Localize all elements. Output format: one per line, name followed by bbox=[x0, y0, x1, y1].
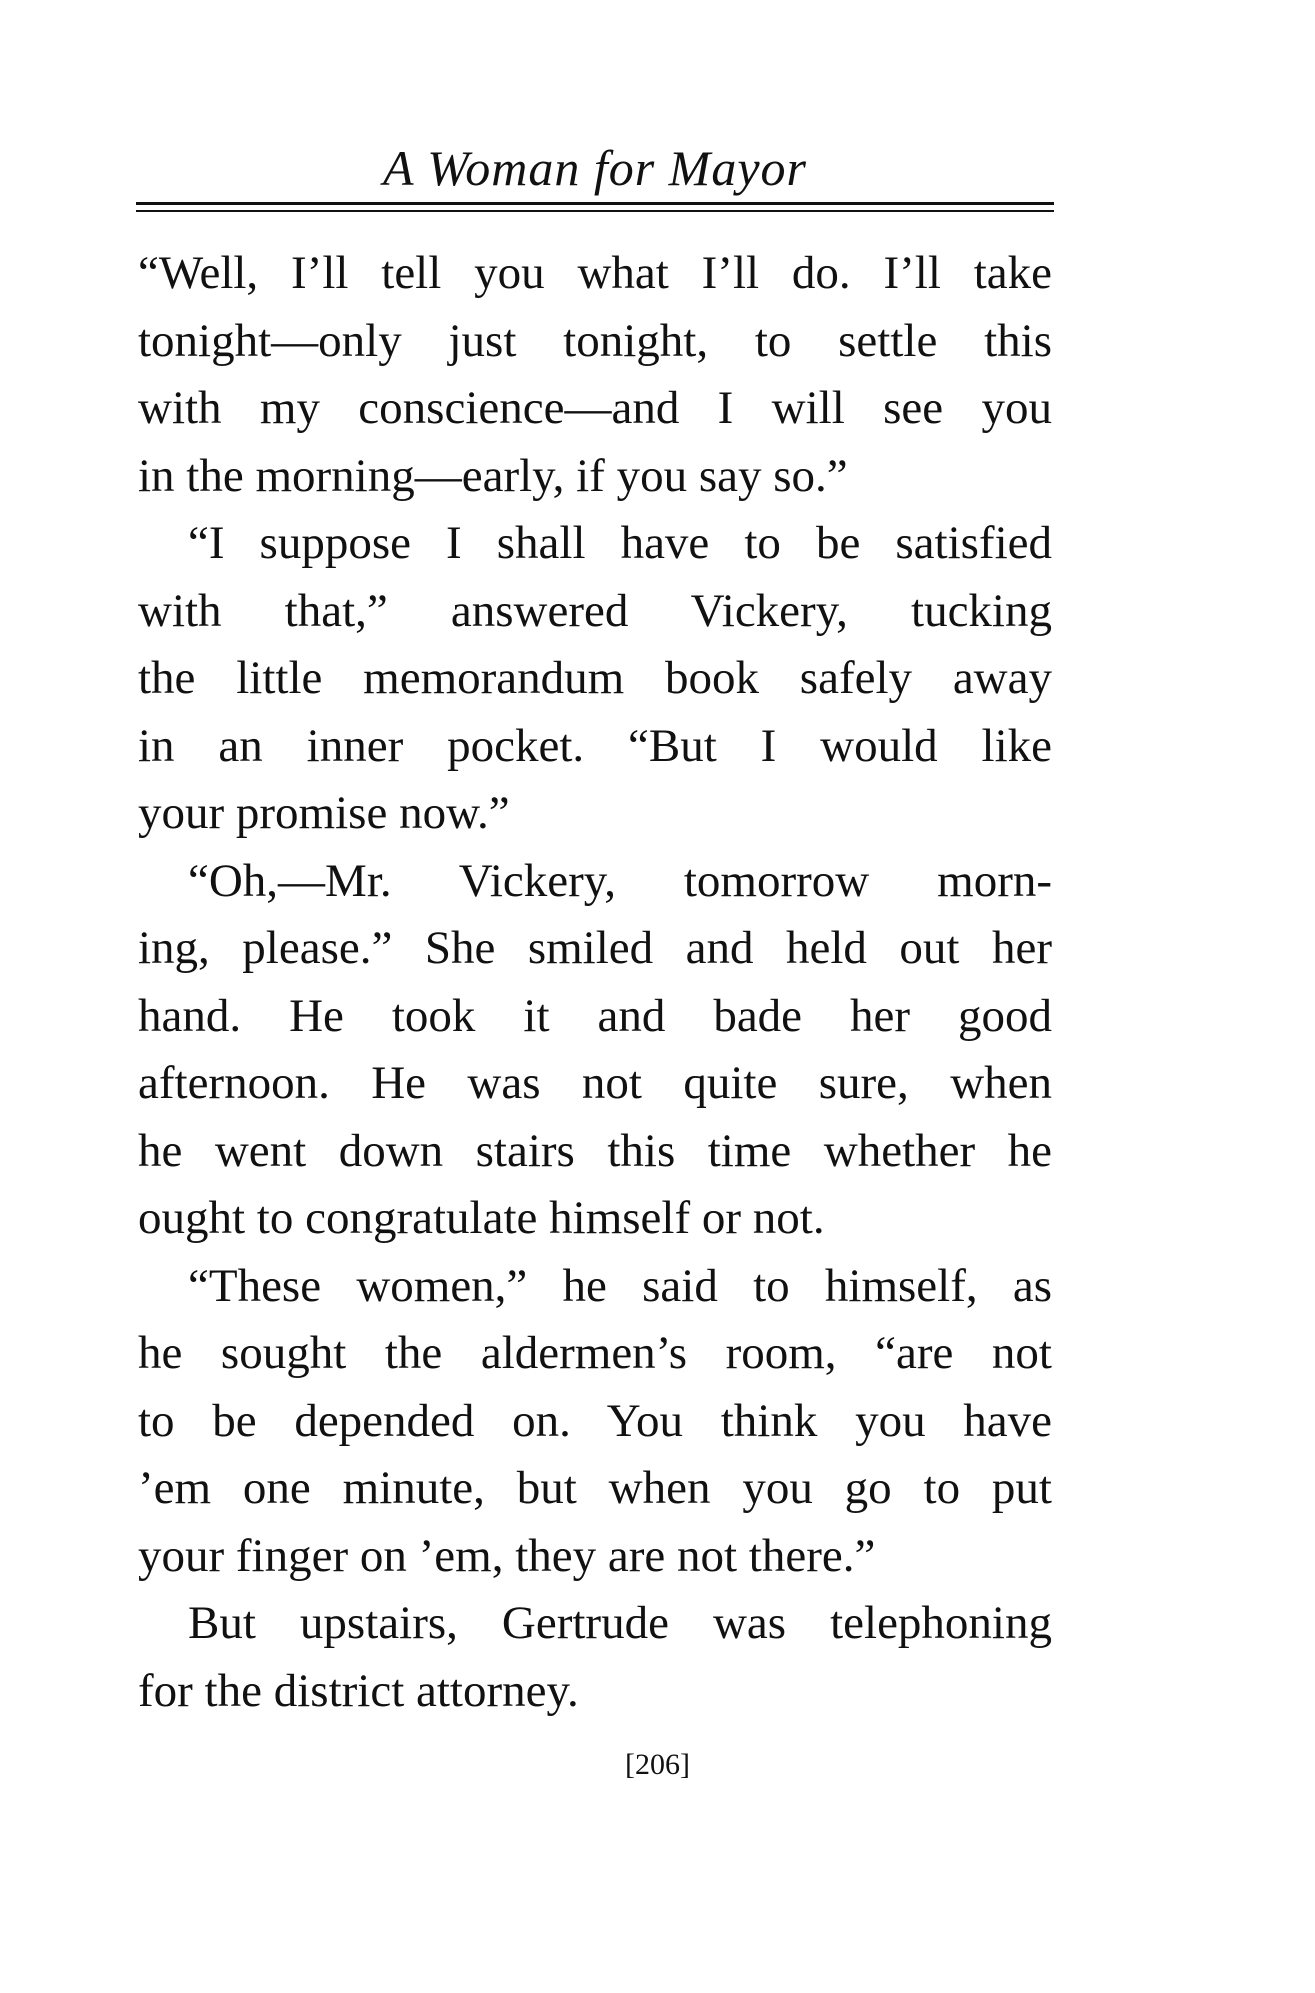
page-number: [206] bbox=[625, 1748, 690, 1781]
text-line: ’em one minute, but when you go to put bbox=[138, 1462, 1052, 1514]
text-line: to be depended on. You think you have bbox=[138, 1394, 1052, 1447]
text-line: “Oh,—Mr. Vickery, tomorrow morn- bbox=[188, 854, 1052, 907]
text-line: ought to congratulate himself or not. bbox=[138, 1192, 825, 1244]
text-line: he sought the aldermen’s room, “are not bbox=[138, 1327, 1052, 1379]
text-line: with that,” answered Vickery, tucking bbox=[138, 584, 1052, 637]
text-line: tonight—only just tonight, to settle this bbox=[138, 314, 1052, 367]
text-line: in the morning—early, if you say so.” bbox=[138, 449, 848, 502]
text-line: “Well, I’ll tell you what I’ll do. I’ll take bbox=[138, 247, 1052, 299]
text-line: ing, please.” She smiled and held out her bbox=[138, 922, 1052, 974]
body-text bbox=[138, 240, 1052, 1725]
text-line: afternoon. He was not quite sure, when bbox=[138, 1057, 1052, 1109]
text-line: your promise now.” bbox=[138, 787, 510, 839]
text-line: hand. He took it and bade her good bbox=[138, 989, 1052, 1042]
text-line: But upstairs, Gertrude was telephoning bbox=[188, 1597, 1052, 1649]
text-line: your finger on ’em, they are not there.” bbox=[138, 1529, 876, 1582]
text-line: he went down stairs this time whether he bbox=[138, 1124, 1052, 1177]
header-rule-upper bbox=[136, 202, 1054, 205]
running-head: A Woman for Mayor bbox=[383, 140, 807, 196]
text-line: “I suppose I shall have to be satisfied bbox=[188, 517, 1052, 569]
text-line: the little memorandum book safely away bbox=[138, 652, 1052, 704]
header-rule-lower bbox=[136, 210, 1054, 212]
text-line: for the district attorney. bbox=[138, 1664, 579, 1717]
text-line: in an inner pocket. “But I would like bbox=[138, 719, 1052, 772]
text-line: “These women,” he said to himself, as bbox=[188, 1259, 1052, 1312]
text-line: with my conscience—and I will see you bbox=[138, 382, 1052, 434]
